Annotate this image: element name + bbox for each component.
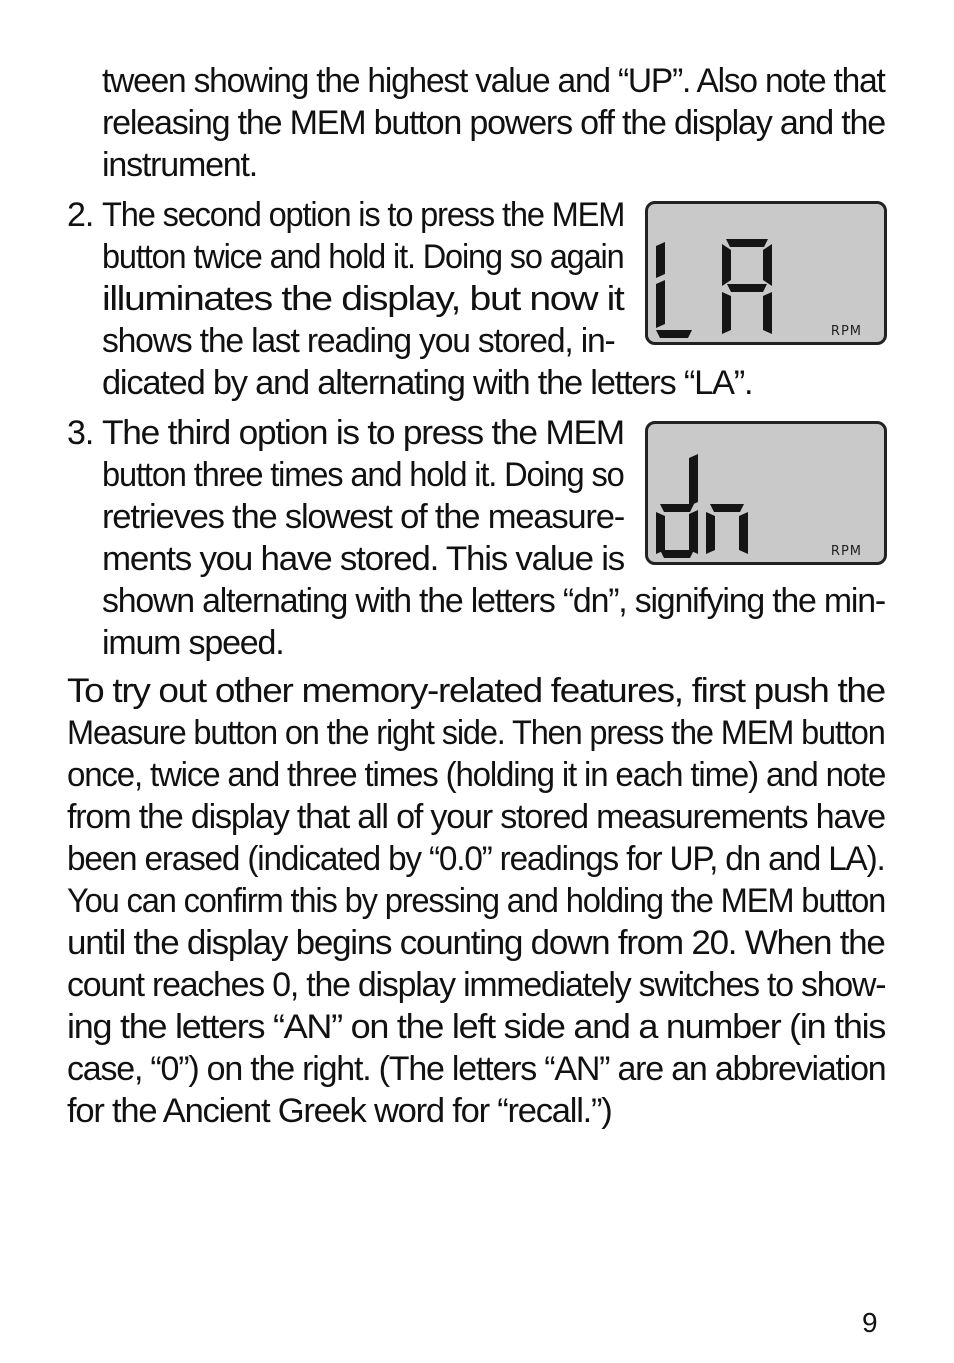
text-line: shown alternating with the letters “dn”, signifying the min- (102, 582, 885, 620)
page-number: 9 (862, 1307, 878, 1338)
text-line: ing the letters “AN” on the left side and a number (in this (67, 1008, 886, 1046)
text-line: been erased (indicated by “0.0” readings for UP, dn and LA). (67, 840, 885, 878)
text-line: tween showing the highest value and “UP”. Also note that (102, 62, 885, 100)
text-line: button twice and hold it. Doing so again (102, 238, 624, 276)
text-line: case, “0”) on the right. (The letters “AN” are an abbreviation (67, 1050, 886, 1088)
text-line: releasing the MEM button powers off the display and the (102, 104, 886, 142)
list-item-number: 2. (67, 196, 94, 234)
lcd-readout-dn (648, 424, 884, 562)
text-line: once, twice and three times (holding it in each time) and note (67, 756, 886, 794)
text-line: The third option is to press the MEM (102, 414, 624, 452)
text-line: for the Ancient Greek word for “recall.”) (67, 1092, 612, 1130)
text-line: Measure button on the right side. Then press the MEM button (67, 714, 885, 752)
text-line: ments you have stored. This value is (102, 540, 625, 578)
text-line: until the display begins counting down from 20. When the (67, 924, 885, 962)
rpm-unit-label: RPM (830, 544, 862, 559)
lcd-readout-la (648, 204, 884, 342)
text-line: button three times and hold it. Doing so (102, 456, 624, 494)
text-line: illuminates the display, but now it (102, 280, 624, 318)
lcd-display-dn (645, 421, 887, 565)
list-item-number: 3. (67, 414, 94, 452)
text-line: count reaches 0, the display immediately switches to show- (67, 966, 886, 1004)
text-line: You can confirm this by pressing and holding the MEM button (67, 882, 886, 920)
text-line: from the display that all of your stored measurements have (67, 798, 885, 836)
text-line: imum speed. (102, 624, 284, 662)
text-line: dicated by and alternating with the letters “LA”. (102, 364, 753, 402)
text-line: shows the last reading you stored, in- (102, 322, 615, 360)
text-line: instrument. (102, 146, 257, 184)
text-line: To try out other memory-related features, first push the (67, 672, 885, 710)
text-line: retrieves the slowest of the measure- (102, 498, 625, 536)
text-line: The second option is to press the MEM (102, 196, 625, 234)
lcd-display-la (645, 201, 887, 345)
rpm-unit-label: RPM (830, 324, 862, 339)
